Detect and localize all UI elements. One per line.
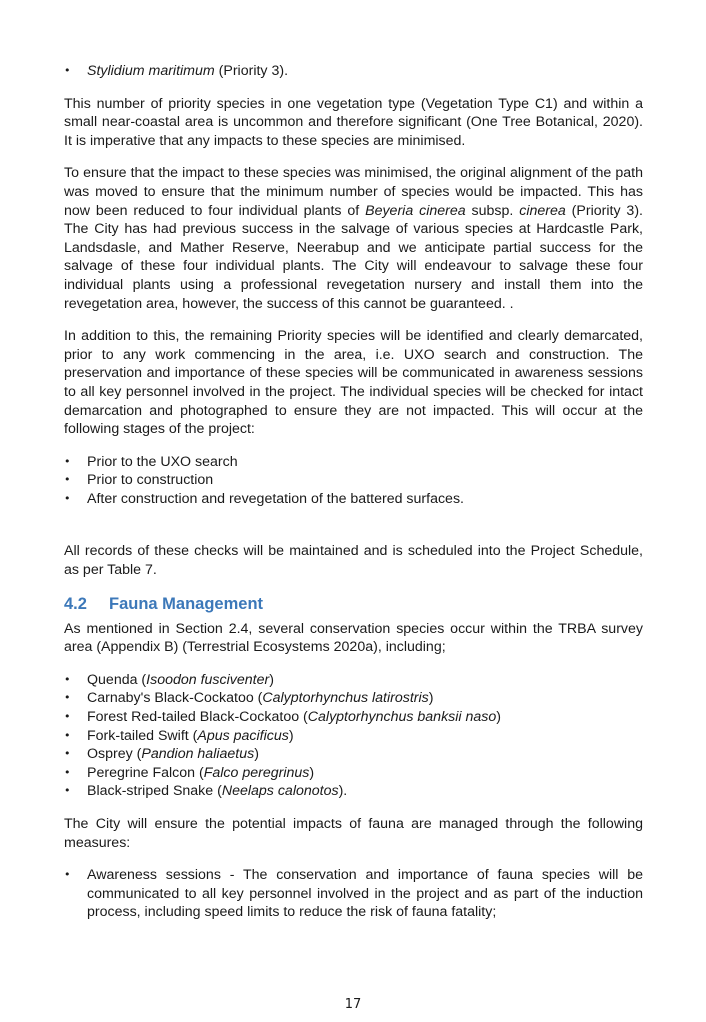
paragraph-conservation-species: As mentioned in Section 2.4, several conservation species occur within the TRBA survey area (Appendix B) (Terrestrial Ecosystems 2020a), including; [64, 620, 643, 656]
paragraph-demarcation: In addition to this, the remaining Priority species will be identified and clearly demarcated, prior to any work commencing in the area, i.e. UXO search and construction. The preservation and importance of these species will be communicated in awareness sessions to all key personnel involved in the project. The individual species will be checked for intact demarcation and photographed to ensure they are not impacted. This will occur at the following stages of the project: [64, 328, 643, 438]
top-bullet-list [64, 62, 643, 81]
page-content [64, 62, 643, 922]
list-item: • Fork-tailed Swift (Apus pacificus) [64, 727, 643, 746]
list-item: • Prior to construction [64, 471, 643, 490]
species-name: Apus pacificus [197, 727, 289, 744]
list-item: • Awareness sessions - The conservation and importance of fauna species will be communicated to all key personnel involved in the project and as part of the induction process, including speed limits to reduce the risk of fauna fatality; [64, 866, 643, 922]
species-name: Calyptorhynchus banksii naso [307, 709, 497, 726]
species-subspecies: cinerea [519, 202, 566, 219]
list-item: • Quenda (Isoodon fusciventer) [64, 671, 643, 690]
species-name: Beyeria cinerea [365, 202, 466, 219]
stages-list [64, 453, 643, 509]
list-item [64, 62, 643, 81]
species-name: Stylidium maritimum [87, 63, 215, 79]
list-item: • Black-striped Snake (Neelaps calonotos). [64, 782, 643, 801]
paragraph-priority-significance: This number of priority species in one vegetation type (Vegetation Type C1) and within a small near-coastal area is uncommon and therefore significant (One Tree Botanical, 2020). It is imperative that any impacts to these species are minimised. [64, 95, 643, 149]
species-name: Pandion haliaetus [141, 746, 255, 763]
species-status: (Priority 3). [214, 63, 289, 79]
species-name: Neelaps calonotos [221, 783, 339, 800]
page-number: 17 [344, 997, 362, 1012]
paragraph-measures-intro: The City will ensure the potential impacts of fauna are managed through the following measures: [64, 816, 643, 851]
paragraph-path-alignment: To ensure that the impact to these species was minimised, the original alignment of the path was moved to ensure that the minimum number of species would be impacted. This has now been reduced to four individual plants of Beyeria cinerea subsp. cinerea (Priority 3). The City has had previous success in the salvage of various species at Hardcastle Park, Landsdasle, and Mather Reserve, Neerabup and we anticipate partial success for the salvage of these four individual plants. The City will endeavour to salvage these four individual plants using a professional revegetation nursery and install them into the revegetation area, however, the success of this cannot be guaranteed. . [64, 165, 643, 312]
paragraph-records: All records of these checks will be maintained and is scheduled into the Project Schedule, as per Table 7. [64, 543, 643, 579]
species-name: Calyptorhynchus latirostris [262, 690, 429, 707]
list-item: • After construction and revegetation of the battered surfaces. [64, 490, 643, 509]
measures-list [64, 866, 643, 922]
list-item: • Peregrine Falcon (Falco peregrinus) [64, 764, 643, 783]
section-title: Fauna Management [109, 594, 264, 613]
species-name: Falco peregrinus [203, 764, 310, 781]
list-item: • Forest Red-tailed Black-Cockatoo (Calyptorhynchus banksii naso) [64, 708, 643, 727]
section-heading [64, 594, 643, 614]
species-name: Isoodon fusciventer [146, 671, 270, 688]
list-item: • Prior to the UXO search [64, 453, 643, 472]
section-number: 4.2 [64, 594, 87, 613]
fauna-list [64, 671, 643, 801]
list-item: • Carnaby's Black-Cockatoo (Calyptorhynchus latirostris) [64, 689, 643, 708]
list-item: • Osprey (Pandion haliaetus) [64, 745, 643, 764]
